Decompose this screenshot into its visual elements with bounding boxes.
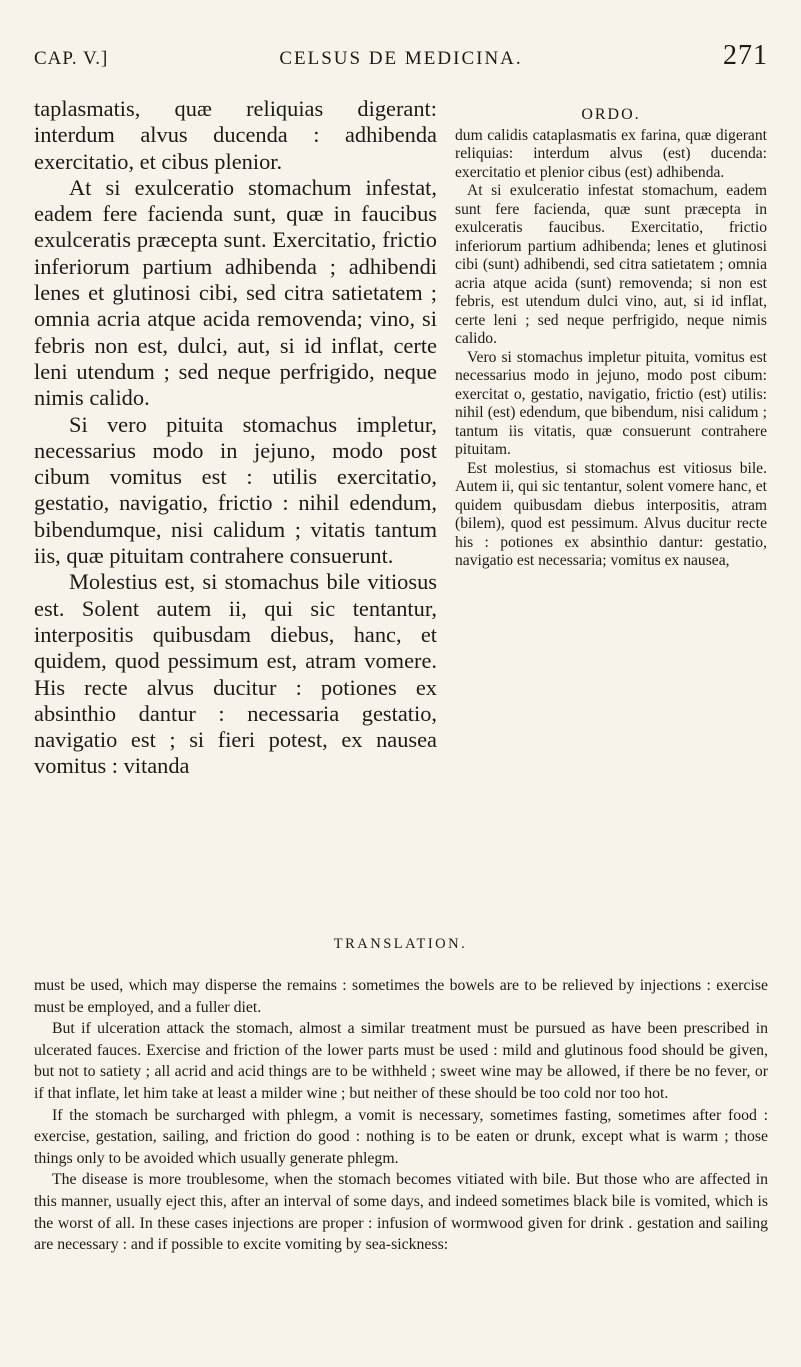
running-header — [34, 40, 768, 74]
latin-paragraph: At si exulceratio stomachum infestat, eadem fere facienda sunt, quæ in faucibus exulceratis præcepta sunt. Exercitatio, frictio inferiorum partium adhibenda ; adhibendi lenes et glutinosi cibi, sed citra satietatem ; omnia acria atque acida removenda; vino, si febris non est, dulci, aut, si id inflat, certe leni utendum ; sed neque perfrigido, neque nimis calido. — [34, 174, 437, 411]
ordo-paragraph: dum calidis cataplasmatis ex farina, quæ digerant reliquias: interdum alvus (est) ducenda: exercitatio et plenior cibus (est) adhibenda. — [455, 126, 767, 181]
page-number: 271 — [723, 40, 768, 71]
ordo-paragraph: Est molestius, si stomachus est vitiosus bile. Autem ii, qui sic tentantur, solent vomere hanc, et quidem quibusdam diebus interpositis, atram (bilem), quod est pessimum. Alvus ducitur recte his : potiones ex absinthio dantur: gestatio, navigatio est necessaria; vomitus ex nausea, — [455, 459, 767, 569]
running-title: CELSUS DE MEDICINA. — [279, 48, 523, 69]
translation-paragraph: If the stomach be surcharged with phlegm, a vomit is necessary, sometimes fasting, sometimes after food : exercise, gestation, sailing, and friction do good : nothing is to be eaten or drunk, except what is warm ; those things only to be avoided which usually generate phlegm. — [34, 1106, 768, 1167]
ordo-column — [455, 106, 767, 571]
latin-text-column — [34, 96, 437, 780]
latin-paragraph: taplasmatis, quæ reliquias digerant: interdum alvus ducenda : adhibenda exercitatio, et cibus plenior. — [34, 96, 437, 174]
latin-paragraph: Molestius est, si stomachus bile vitiosus est. Solent autem ii, qui sic tentantur, interpositis quibusdam diebus, hanc, et quidem, quod pessimum est, atram vomere. His recte alvus ducitur : potiones ex absinthio dantur : necessaria gestatio, navigatio est ; si fieri potest, ex nausea vomitus : vitanda — [34, 569, 437, 779]
latin-paragraph: Si vero pituita stomachus impletur, necessarius modo in jejuno, modo post cibum vomitus est : utilis exercitatio, gestatio, navigatio, frictio : nihil edendum, bibendumque, nisi calidum ; vitatis tantum iis, quæ pituitam contrahere consuerunt. — [34, 411, 437, 569]
translation-paragraph: The disease is more troublesome, when the stomach becomes vitiated with bile. But those who are affected in this manner, usually eject this, after an interval of some days, and indeed sometimes black bile is vomited, which is the worst of all. In these cases injections are proper : infusion of wormwood given for drink . gestation and sailing are necessary : and if possible to excite vomiting by sea-sickness: — [34, 1171, 768, 1254]
translation-paragraph: But if ulceration attack the stomach, almost a similar treatment must be pursued as have been prescribed in ulcerated fauces. Exercise and friction of the lower parts must be used : mild and glutinous food should be given, but not to satiety ; all acrid and acid things are to be withheld ; sweet wine may be allowed, if there be no fever, or if that inflate, let him take at least a milder wine ; but neither of these should be too cold nor too hot. — [34, 1020, 768, 1102]
translation-paragraph: must be used, which may disperse the remains : sometimes the bowels are to be relieved by injections : exercise must be employed, and a fuller diet. — [34, 977, 768, 1016]
ordo-paragraph: Vero si stomachus impletur pituita, vomitus est necessarius modo in jejuno, modo post cibum: exercitat o, gestatio, navigatio, frictio (est) utilis: nihil (est) edendum, que bibendum, nisi calidum ; tantum iis vitatis, quæ consuerunt contrahere pituitam. — [455, 348, 767, 458]
ordo-paragraph: At si exulceratio infestat stomachum, eadem sunt fere facienda, quæ sunt præcepta in exulceratis faucibus. Exercitatio, frictio inferiorum partium adhibenda; lenes et glutinosi cibi (sunt) adhibendi, sed citra satietatem ; omnia acria atque acida (sunt) removenda; si non est febris, est utendum dulci vino, aut, si id inflat, certe leni ; sed neque perfrigido, neque nimis calido. — [455, 182, 767, 347]
chapter-label: CAP. V.] — [34, 48, 109, 69]
translation-heading: TRANSLATION. — [333, 936, 468, 952]
ordo-title: ORDO. — [581, 106, 641, 123]
translation-section — [34, 975, 768, 1256]
